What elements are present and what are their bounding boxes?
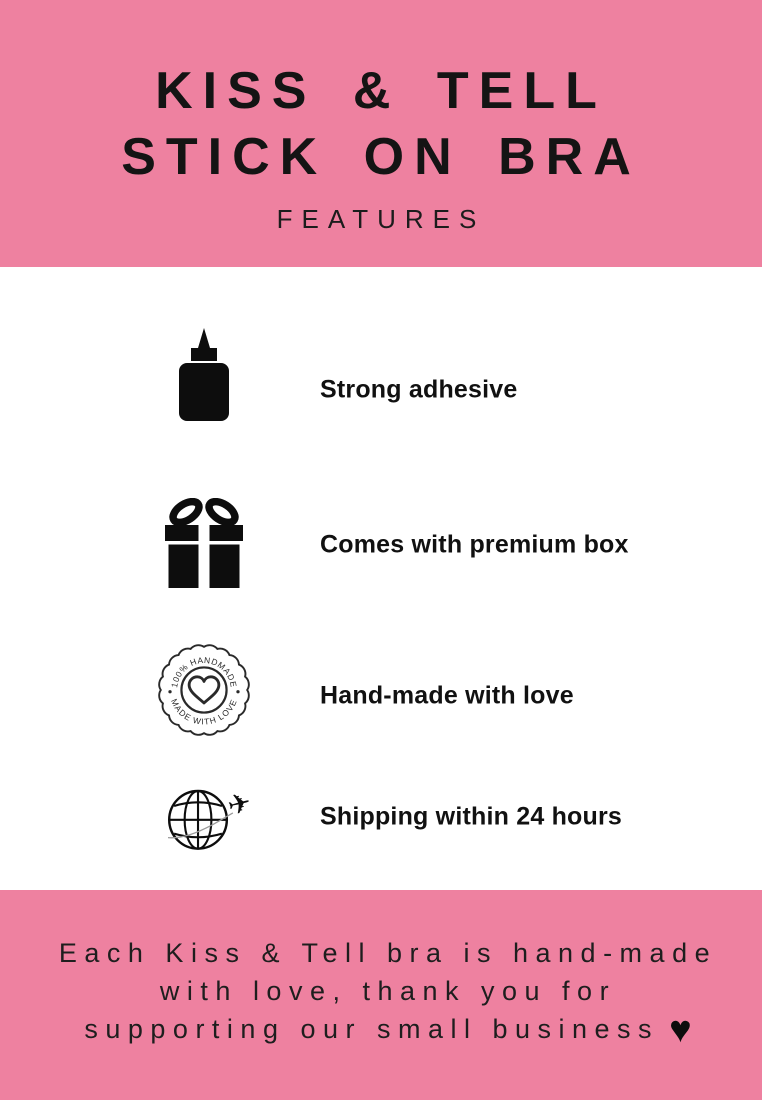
globe-airplane-icon <box>154 773 254 865</box>
stamp-bottom-text: MADE WITH LOVE <box>169 697 239 727</box>
feature-row-shipping <box>0 773 762 865</box>
feature-label: Strong adhesive <box>320 375 518 404</box>
title-line-1: KISS & TELL <box>155 62 607 120</box>
footer-line-2: with love, thank you for <box>159 976 617 1006</box>
airplane-icon: ✈ <box>224 785 254 823</box>
heart-icon: ♥ <box>669 1007 692 1051</box>
page-title <box>0 0 762 190</box>
footer-message <box>0 890 762 1051</box>
feature-label: Comes with premium box <box>320 530 629 559</box>
header <box>0 0 762 267</box>
glue-bottle-icon <box>154 327 254 421</box>
stamp-top-text: 100% HANDMADE <box>169 654 239 689</box>
footer-line-1: Each Kiss & Tell bra is hand-made <box>58 938 718 968</box>
handmade-stamp-icon <box>154 642 254 738</box>
footer <box>0 890 762 1100</box>
footer-line-3-text: supporting our small business <box>84 1014 660 1044</box>
feature-label: Shipping within 24 hours <box>320 802 623 831</box>
gift-box-icon <box>154 498 254 588</box>
feature-row-adhesive <box>0 327 762 421</box>
subtitle: FEATURES <box>276 204 486 234</box>
svg-text:100% HANDMADE <box>169 655 239 688</box>
feature-row-handmade <box>0 642 762 738</box>
feature-label: Hand-made with love <box>320 681 574 710</box>
title-line-2: STICK ON BRA <box>121 128 641 186</box>
footer-line-3 <box>24 1007 752 1051</box>
features-section <box>0 267 762 890</box>
feature-row-premium-box <box>0 498 762 588</box>
